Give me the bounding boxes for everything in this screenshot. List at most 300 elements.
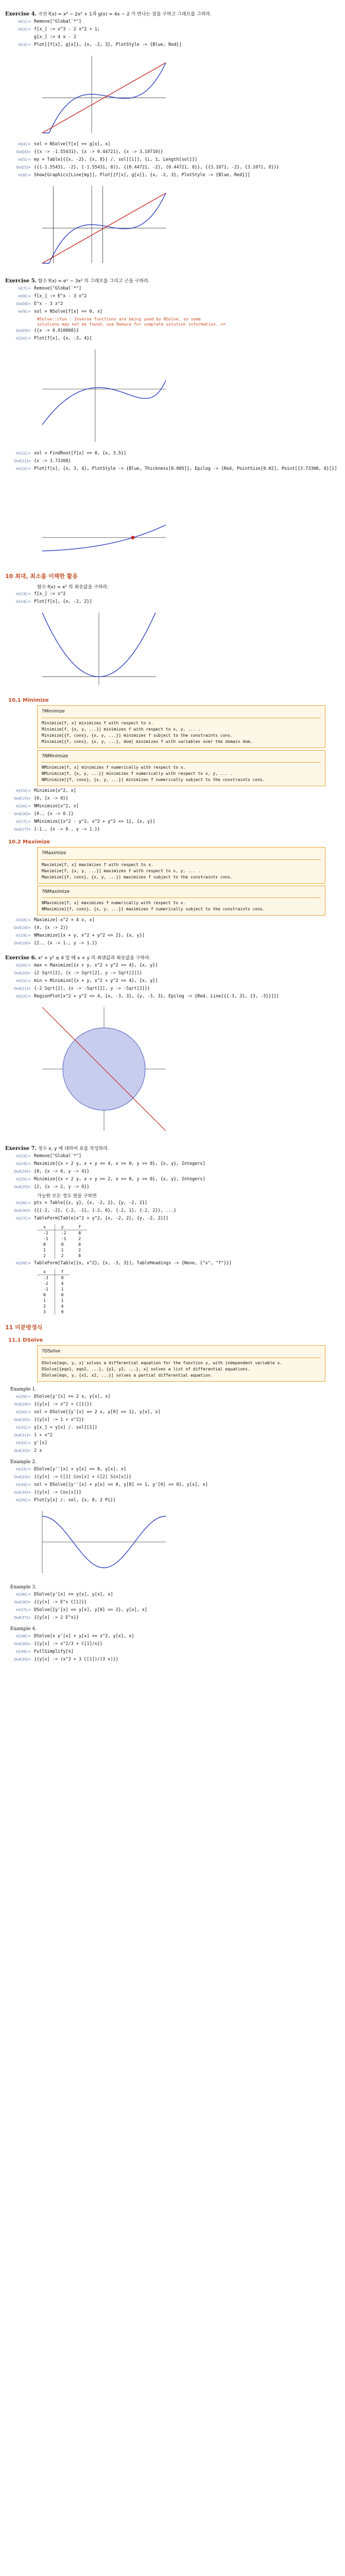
exercise-title: Exercise 7. [5, 1146, 37, 1151]
exercise-heading [5, 954, 340, 961]
cell-label: Out[20]= [14, 971, 31, 975]
info-line: NMinimize[f, {x, y, ...}] minimizes f numerically with respect to x, y, ... . [42, 771, 233, 776]
cell-output: 1 + x^2 [34, 1432, 53, 1438]
notebook-cell[interactable] [5, 1425, 340, 1431]
cell-label: Out[38]= [14, 1641, 31, 1646]
table-row [37, 1230, 87, 1236]
usage-info-box [37, 886, 325, 916]
usage-info-box [37, 705, 325, 748]
notebook-cell[interactable] [5, 451, 340, 457]
plot-curve [42, 380, 166, 425]
cell-input[interactable]: min = Minimize[{x + y, x^2 + y^2 <= 4}, {x, y}] [34, 978, 158, 984]
notebook-cell[interactable] [5, 804, 340, 810]
usage-info-box [37, 750, 325, 787]
notebook-cell[interactable] [5, 19, 340, 25]
cell-input[interactable]: sol = FindRoot[f[x] == 0, {x, 3.5}] [34, 451, 127, 456]
explanation-text: 가능한 모든 정수 쌍을 구하면 [37, 1194, 97, 1199]
notebook-cell[interactable] [5, 978, 340, 985]
notebook-cell[interactable] [5, 963, 340, 969]
cell-input[interactable]: Plot[f[x], {x, -3, 4}] [34, 336, 92, 341]
table-cell: 2 [61, 1253, 64, 1258]
notebook-cell[interactable] [5, 1615, 340, 1621]
cell-label: Out[5]= [16, 165, 31, 170]
notebook-cell[interactable] [5, 157, 340, 163]
section-heading: 10 최대, 최소를 이해한 활용 [5, 573, 78, 580]
table-row [37, 1298, 70, 1303]
cell-output: {x -> 3.73308} [34, 459, 71, 464]
notebook-cell[interactable] [5, 796, 340, 802]
cell-label: In[35]:= [15, 1498, 31, 1502]
info-line: Maximize[f, {x, y, ...}] maximizes f with respect to x, y, ... . [42, 868, 201, 873]
cell-input[interactable]: Remove["Global`*"] [34, 19, 82, 24]
cell-input[interactable]: NMinimize[x^2, x] [34, 804, 79, 809]
cell-input[interactable]: Minimize[{x + 2 y, x + y >= 2, x >= 0, y >= 0}, {x, y}, Integers] [34, 1177, 205, 1182]
table-row [37, 1275, 70, 1281]
example-heading: Example 1. [10, 1386, 37, 1392]
table-form [37, 1224, 87, 1259]
table-cell: 0 [78, 1242, 81, 1247]
table-cell: 4 [61, 1304, 64, 1309]
cell-output: {{y[x] -> x^2 + C[1]}} [34, 1401, 92, 1407]
notebook-cell[interactable] [5, 1161, 340, 1167]
cell-input[interactable]: my = Table[{{x, -2}, {x, 8}} /. sol[[i]], {i, 1, Length[sol]}] [34, 157, 198, 162]
info-line: Minimize[f, x] minimizes f with respect to x. [42, 720, 153, 725]
cell-label: In[8]:= [18, 294, 31, 298]
cell-input[interactable]: Maximize[-x^2 + 4 x, x] [34, 918, 95, 923]
notebook-cell[interactable] [5, 142, 340, 148]
cell-output: {{x -> -1.55431}, {x -> 0.44721}, {x -> 3.10710}} [34, 149, 163, 155]
info-title: ?NMaximize [42, 889, 70, 894]
cell-input[interactable]: FullSimplify[%] [34, 1649, 74, 1654]
table-cell: 8 [78, 1253, 81, 1258]
table-cell: 0 [61, 1293, 64, 1297]
table-cell: -2 [37, 1281, 55, 1286]
table-header-row [37, 1269, 70, 1275]
notebook-cell[interactable] [5, 309, 340, 315]
notebook-cell[interactable] [5, 466, 340, 472]
notebook-cell[interactable] [5, 1490, 340, 1496]
subsection-heading: 10.2 Maximize [8, 839, 50, 845]
cell-input[interactable]: f[x_] := x^3 - 2 x^2 + 1; [34, 27, 100, 32]
cell-label: In[9]:= [18, 310, 31, 314]
cell-label: Out[18]= [14, 926, 31, 930]
cell-label: Out[9]= [16, 329, 31, 333]
cell-label: In[12]:= [15, 467, 31, 471]
table-cell: 1 [61, 1287, 64, 1292]
notebook-cell[interactable] [5, 1498, 340, 1504]
cell-input[interactable]: DSolve[y'[x] == y[x], y[x], x] [34, 1591, 113, 1597]
notebook-cell[interactable] [5, 941, 340, 947]
cell-output: {8, {x -> 0, y -> 4}} [34, 1169, 90, 1174]
cell-output: {{y[x] -> x^2/3 + C[1]/x}} [34, 1641, 103, 1647]
intersection-plot [37, 50, 340, 140]
table-cell: 0 [61, 1242, 64, 1247]
cell-input[interactable]: DSolve[y''[x] + y[x] == 0, y[x], x] [34, 1466, 127, 1472]
notebook-cell[interactable] [5, 1600, 340, 1606]
exercise-desc: 정수 x, y 에 대하여 표를 작성하라. [38, 1146, 109, 1151]
table-cell: 0 [37, 1292, 55, 1298]
cell-input[interactable]: Plot[{f[x], g[x]}, {x, -2, 3}, PlotStyle -> {Blue, Red}] [34, 42, 182, 47]
cell-input[interactable]: max = Maximize[{x + y, x^2 + y^2 <= 4}, {x, y}] [34, 963, 158, 968]
cell-label: In[11]:= [15, 451, 31, 455]
subsection-heading: 11.1 DSolve [8, 1337, 43, 1343]
notebook-cell[interactable] [5, 27, 340, 33]
cell-label: In[15]:= [15, 789, 31, 793]
notebook-cell[interactable] [5, 301, 340, 308]
notebook-cell[interactable] [5, 591, 340, 598]
cell-output: {{y[x] -> (x^3 + 3 C[1])/(3 x)}} [34, 1656, 118, 1662]
info-title: ?Minimize [42, 709, 65, 714]
table-cell: 9 [61, 1276, 64, 1280]
cell-label: In[4]:= [18, 142, 31, 146]
notebook-cell[interactable] [5, 1433, 340, 1439]
info-line: Minimize[f, {x, y, ...}] minimizes f with respect to x, y, ... . [42, 726, 201, 732]
table-row [37, 1247, 87, 1253]
info-line: DSolve[eqn, y, x] solves a differential equation for the function y, with independent variable x. [42, 1360, 283, 1365]
notebook-cell[interactable] [5, 1394, 340, 1400]
cell-label: In[29]:= [15, 1394, 31, 1399]
exercise-heading [5, 277, 340, 284]
exp-plot [37, 344, 340, 449]
cell-input[interactable]: sol = DSolve[{y'[x] == 2 x, y[0] == 1}, y[x], x] [34, 1409, 161, 1415]
cell-label: Out[8]= [16, 302, 31, 306]
table-cell: 1 [37, 1247, 55, 1253]
cell-label: Out[25]= [14, 1185, 31, 1189]
table-cell: 1 [61, 1298, 64, 1303]
cell-input[interactable]: f[x_] := x^2 [34, 591, 66, 597]
cell-label: In[18]:= [15, 918, 31, 922]
info-line: NMaximize[f, x] maximizes f numerically with respect to x. [42, 901, 186, 905]
cell-label: In[30]:= [15, 1410, 31, 1414]
cell-output: {{y[x] -> C[1] Cos[x] + C[2] Sin[x]}} [34, 1474, 132, 1480]
exercise-title: Exercise 5. [5, 278, 37, 284]
notebook-cell[interactable] [5, 459, 340, 465]
plot-curve [42, 525, 166, 551]
warning-message: NSolve::ifun : Inverse functions are being used by NSolve, so some [37, 317, 201, 321]
notebook-cell[interactable] [5, 827, 340, 833]
table-row [37, 1292, 70, 1298]
notebook-cell[interactable] [5, 1417, 340, 1423]
notebook-cell[interactable] [5, 42, 340, 48]
cell-output: {-1., {x -> 0., y -> 1.}} [34, 827, 100, 832]
cell-label: Out[15]= [14, 796, 31, 801]
notebook-cell[interactable] [5, 1448, 340, 1454]
info-divider [42, 859, 321, 860]
cell-label: Out[36]= [14, 1600, 31, 1604]
cell-label: In[16]:= [15, 804, 31, 808]
notebook-cell[interactable] [5, 1482, 340, 1488]
table-header-cell: x [37, 1224, 55, 1230]
cell-input[interactable]: Maximize[{x + 2 y, x + y <= 4, x >= 0, y >= 0}, {x, y}, Integers] [34, 1161, 205, 1166]
usage-info-box [37, 1345, 325, 1382]
cell-output: {2., {x -> 1., y -> 1.}} [34, 941, 97, 946]
cell-label: In[17]:= [15, 820, 31, 824]
cell-output: {0, {x -> 0}} [34, 796, 68, 801]
region-plot [37, 1002, 340, 1138]
notebook-cell[interactable] [5, 1208, 340, 1214]
table-cell: 4 [61, 1281, 64, 1286]
table-row [37, 1242, 87, 1247]
notebook-cell[interactable] [5, 1607, 340, 1614]
notebook-cell[interactable] [5, 1592, 340, 1598]
table-cell: 8 [78, 1231, 81, 1235]
example-heading: Example 3. [10, 1584, 37, 1590]
cell-label: In[39]:= [15, 1649, 31, 1654]
cell-label: In[31]:= [15, 1425, 31, 1430]
notebook-cell[interactable] [5, 328, 340, 334]
exercise-heading [5, 10, 340, 17]
warning-message: solutions may not be found; use Reduce for complete solution information. >> [37, 322, 226, 327]
notebook-cell[interactable] [5, 1410, 340, 1416]
table-row [37, 1309, 70, 1315]
cell-output: {{y[x] -> Cos[x]}} [34, 1489, 82, 1495]
info-line: Maximize[{f, cons}, {x, y, ...}] maximizes f subject to the constraints cons. [42, 874, 233, 879]
notebook-cell[interactable] [5, 1649, 340, 1655]
cell-label: In[13]:= [15, 592, 31, 596]
notebook-cell[interactable] [5, 294, 340, 300]
table-row [37, 1236, 87, 1242]
cell-label: Out[19]= [14, 941, 31, 945]
cell-input[interactable]: Plot[y[x] /. sol, {x, 0, 2 Pi}] [34, 1497, 116, 1503]
cell-label: Out[34]= [14, 1490, 31, 1495]
cell-label: In[7]:= [18, 286, 31, 291]
cell-label: In[25]:= [15, 1177, 31, 1181]
notebook-cell[interactable] [5, 819, 340, 825]
cell-label: Out[26]= [14, 1209, 31, 1213]
cell-input[interactable]: TableForm[Table[{x, x^2}, {x, -3, 3}], TableHeadings -> {None, {"x", "f"}}] [34, 1261, 232, 1266]
cell-label: Out[31]= [14, 1433, 31, 1437]
notebook-cell[interactable] [5, 918, 340, 924]
cell-label: In[36]:= [15, 1592, 31, 1597]
cell-label: In[19]:= [15, 934, 31, 938]
notebook-cell[interactable] [5, 173, 340, 179]
cell-input[interactable]: TableForm[Table[x^2 + y^2, {x, -2, 2}, {y, -2, 2}]] [34, 1216, 168, 1221]
cell-output: {0., {x -> 0.}} [34, 811, 74, 817]
cell-label: In[26]:= [15, 1201, 31, 1205]
cell-label: Out[21]= [14, 987, 31, 991]
table-cell: -1 [37, 1236, 55, 1242]
cell-input[interactable]: NMinimize[{x^2 - y^2, x^2 + y^2 <= 1}, {x, y}] [34, 819, 156, 824]
exercise-heading [5, 1145, 340, 1151]
exercise-desc: x² + y² ≤ 4 일 때 x + y 의 최댓값과 최솟값을 구하라. [38, 956, 151, 961]
cell-output: 2 x [34, 1448, 42, 1453]
table-cell: 3 [37, 1309, 55, 1315]
exercise-title: Exercise 4. [5, 11, 37, 17]
cell-label: In[14]:= [15, 600, 31, 604]
cell-output: E^x - 3 x^2 [34, 301, 63, 307]
cell-input[interactable]: g[x_] := 4 x - 2 [34, 35, 76, 40]
table-cell: -2 [37, 1230, 55, 1236]
cell-input[interactable]: pts = Table[{x, y}, {x, -2, 2}, {y, -2, 2}] [34, 1200, 148, 1206]
table-cell: -1 [37, 1286, 55, 1292]
info-line: NMinimize[{f, cons}, {x, y, ...}] minimizes f numerically subject to the constraints cons. [42, 777, 265, 782]
notebook-cell[interactable] [5, 811, 340, 818]
exercise-desc: 함수 f(x) = eˣ − 3x² 의 그래프를 그리고 근을 구하라. [38, 279, 150, 284]
info-line: Minimize[{f, cons}, {x, y, ...}, dom] minimizes f with variables over the domain dom. [42, 739, 253, 744]
cell-output: {2, {x -> 2, y -> 0}} [34, 1184, 90, 1190]
cell-input[interactable]: y[x_] = y[x] /. sol[[1]] [34, 1425, 97, 1430]
cell-output: {{x -> 0.910008}} [34, 328, 79, 333]
cell-input[interactable]: y'[x] [34, 1440, 47, 1446]
table-header-cell: x [37, 1269, 55, 1275]
cell-label: In[2]:= [18, 27, 31, 31]
cell-label: In[33]:= [15, 1467, 31, 1471]
cell-output: {{y[x] -> 1 + x^2}} [34, 1417, 84, 1422]
root-point [131, 536, 134, 539]
notebook-cell[interactable] [5, 1216, 340, 1222]
info-line: Maximize[f, x] maximizes f with respect to x. [42, 862, 153, 867]
cell-label: In[6]:= [18, 173, 31, 177]
notebook-cell[interactable] [5, 1169, 340, 1175]
notebook-cell[interactable] [5, 35, 340, 41]
notebook-cell[interactable] [5, 1154, 340, 1160]
notebook-cell[interactable] [5, 1641, 340, 1648]
cell-label: Out[4]= [16, 150, 31, 154]
table-cell: 0 [37, 1242, 55, 1247]
cosine-plot [37, 1506, 340, 1580]
table-row [37, 1253, 87, 1259]
notebook-cell[interactable] [5, 925, 340, 931]
cell-label: Out[30]= [14, 1417, 31, 1422]
cell-label: In[10]:= [15, 336, 31, 341]
notebook-cell[interactable] [5, 986, 340, 992]
notebook-cell[interactable] [5, 149, 340, 156]
cell-input[interactable]: Remove["Global`*"] [34, 286, 82, 291]
table-cell: 2 [37, 1253, 55, 1259]
cell-input[interactable]: sol = DSolve[{y''[x] + y[x] == 0, y[0] == 1, y'[0] == 0}, y[x], x] [34, 1482, 208, 1487]
cell-label: Out[33]= [14, 1475, 31, 1479]
cell-label: In[28]:= [15, 1261, 31, 1265]
table-cell: 2 [37, 1303, 55, 1309]
cell-input[interactable]: Remove["Global`*"] [34, 1154, 82, 1159]
info-line: DSolve[eqn, y, {x1, x2, ...}] solves a partial differential equation. [42, 1372, 213, 1378]
cell-output: {2 Sqrt[2], {x -> Sqrt[2], y -> Sqrt[2]}} [34, 971, 142, 976]
info-line: Minimize[{f, cons}, {x, y, ...}] minimizes f subject to the constraints cons. [42, 733, 233, 738]
table-header-row [37, 1224, 87, 1230]
table-cell: 2 [78, 1236, 81, 1241]
cell-input[interactable]: DSolve[{y'[x] == y[x], y[0] == 2}, y[x], x] [34, 1607, 148, 1613]
cell-label: In[20]:= [15, 963, 31, 968]
example-heading: Example 2. [10, 1459, 37, 1465]
notebook-cell[interactable] [5, 1184, 340, 1191]
parabola-plot [37, 607, 340, 691]
info-line: NMinimize[f, x] minimizes f numerically with respect to x. [42, 765, 186, 770]
cell-input[interactable]: Plot[f[x], {x, 3, 4}, PlotStyle -> {Blue, Thickness[0.005]}, Epilog -> {Red, PointSize[0.02], Point[{3.73308, 0}]}] [34, 466, 337, 471]
table-header-cell: f [55, 1269, 70, 1275]
usage-info-box [37, 847, 325, 884]
section-heading: 11 미분방정식 [5, 1324, 43, 1331]
cell-label: Out[17]= [14, 827, 31, 832]
notebook-cell[interactable] [5, 788, 340, 794]
table-form [37, 1269, 70, 1315]
notebook-cell[interactable] [5, 599, 340, 605]
cell-input[interactable]: f[x_] := E^x - 3 x^2 [34, 294, 87, 299]
table-row [37, 1286, 70, 1292]
cell-input[interactable]: DSolve[x y'[x] + y[x] == x^2, y[x], x] [34, 1633, 134, 1639]
info-divider [42, 897, 321, 898]
table-header-cell: y [55, 1224, 72, 1230]
table-cell: 9 [61, 1310, 64, 1314]
table-cell: -2 [61, 1231, 66, 1235]
cell-label: In[37]:= [15, 1607, 31, 1612]
cell-input[interactable]: Plot[f[x], {x, -2, 2}] [34, 599, 92, 604]
notebook-cell[interactable] [5, 336, 340, 342]
table-cell: 1 [37, 1298, 55, 1303]
info-title: ?Maximize [42, 851, 66, 856]
cell-label: In[23]:= [15, 1154, 31, 1158]
table-row [37, 1303, 70, 1309]
info-title: ?NMinimize [42, 753, 68, 759]
cell-label: In[21]:= [15, 979, 31, 983]
cell-output: {-2 Sqrt[2], {x -> -Sqrt[2], y -> -Sqrt[2]}} [34, 986, 150, 991]
cell-label: In[24]:= [15, 1162, 31, 1166]
notebook-cell[interactable] [5, 1200, 340, 1207]
cell-label: In[38]:= [15, 1634, 31, 1638]
info-title: ?DSolve [42, 1349, 61, 1354]
table-cell: 2 [78, 1248, 81, 1252]
table-cell: -1 [61, 1236, 66, 1241]
cell-label: Out[24]= [14, 1170, 31, 1174]
section-desc: 함수 f(x) = x² 의 최솟값을 구하라. [37, 585, 109, 590]
notebook-cell[interactable] [5, 1467, 340, 1473]
example-heading: Example 4. [10, 1626, 37, 1632]
cell-label: In[27]:= [15, 1216, 31, 1221]
cell-output: {{y[x] -> 2 E^x}} [34, 1615, 79, 1620]
intersection-lines-plot [37, 181, 340, 270]
notebook-cell[interactable] [5, 165, 340, 171]
info-line: NMaximize[{f, cons}, {x, y, ...}] maximizes f numerically subject to the constraints cons. [42, 907, 265, 911]
cell-label: In[1]:= [18, 20, 31, 24]
subsection-heading: 10.1 Minimize [8, 698, 49, 703]
cell-label: Out[39]= [14, 1657, 31, 1662]
cell-output: {{{-1.55431, -2}, {-1.55431, 8}}, {{0.44721, -2}, {0.44721, 8}}, {{3.1071, -2}, {3.1071, 8}}} [34, 165, 279, 170]
notebook-cell[interactable] [5, 286, 340, 292]
cell-label: Out[32]= [14, 1448, 31, 1453]
cell-label: In[22]:= [15, 994, 31, 998]
cell-input[interactable]: DSolve[y'[x] == 2 x, y[x], x] [34, 1394, 111, 1399]
exercise-title: Exercise 6. [5, 955, 37, 961]
cell-input[interactable]: sol = NSolve[f[x] == g[x], x] [34, 142, 111, 147]
cell-input[interactable]: sol = NSolve[f[x] == 0, x] [34, 309, 103, 314]
cell-label: Out[37]= [14, 1615, 31, 1620]
notebook-cell[interactable] [5, 1440, 340, 1447]
notebook-cell[interactable] [5, 1475, 340, 1481]
notebook-cell[interactable] [5, 994, 340, 1000]
cell-input[interactable]: NMaximize[{x + y, x^2 + y^2 <= 2}, {x, y}] [34, 933, 145, 938]
notebook-cell[interactable] [5, 971, 340, 977]
cell-input[interactable]: Minimize[x^2, x] [34, 788, 76, 793]
notebook-cell[interactable] [5, 933, 340, 939]
cell-label: In[5]:= [18, 158, 31, 162]
root-plot [37, 474, 340, 564]
notebook-cell[interactable] [5, 1177, 340, 1183]
cell-output: {4, {x -> 2}} [34, 925, 68, 930]
cell-label: In[32]:= [15, 1440, 31, 1445]
notebook-cell[interactable] [5, 1402, 340, 1408]
cell-input[interactable]: Show[Graphics[Line[my]], Plot[{f[x], g[x]}, {x, -2, 3}, PlotStyle -> {Blue, Red}]] [34, 173, 250, 178]
cell-label: Out[16]= [14, 812, 31, 816]
cell-output: {{{-2, -2}, {-2, -1}, {-2, 0}, {-2, 1}, {-2, 2}}, ...} [34, 1208, 177, 1213]
notebook-cell[interactable] [5, 1261, 340, 1267]
notebook-cell[interactable] [5, 1657, 340, 1663]
table-cell: -3 [37, 1275, 55, 1281]
table-cell: 1 [61, 1248, 64, 1252]
cell-label: In[34]:= [15, 1482, 31, 1487]
cell-input[interactable]: RegionPlot[x^2 + y^2 <= 4, {x, -3, 3}, {y, -3, 3}, Epilog -> {Red, Line[{{-3, 3}, {3, -3}}]}] [34, 994, 279, 999]
cell-label: In[3]:= [18, 43, 31, 47]
cell-label: Out[11]= [14, 459, 31, 463]
notebook-cell[interactable] [5, 1634, 340, 1640]
